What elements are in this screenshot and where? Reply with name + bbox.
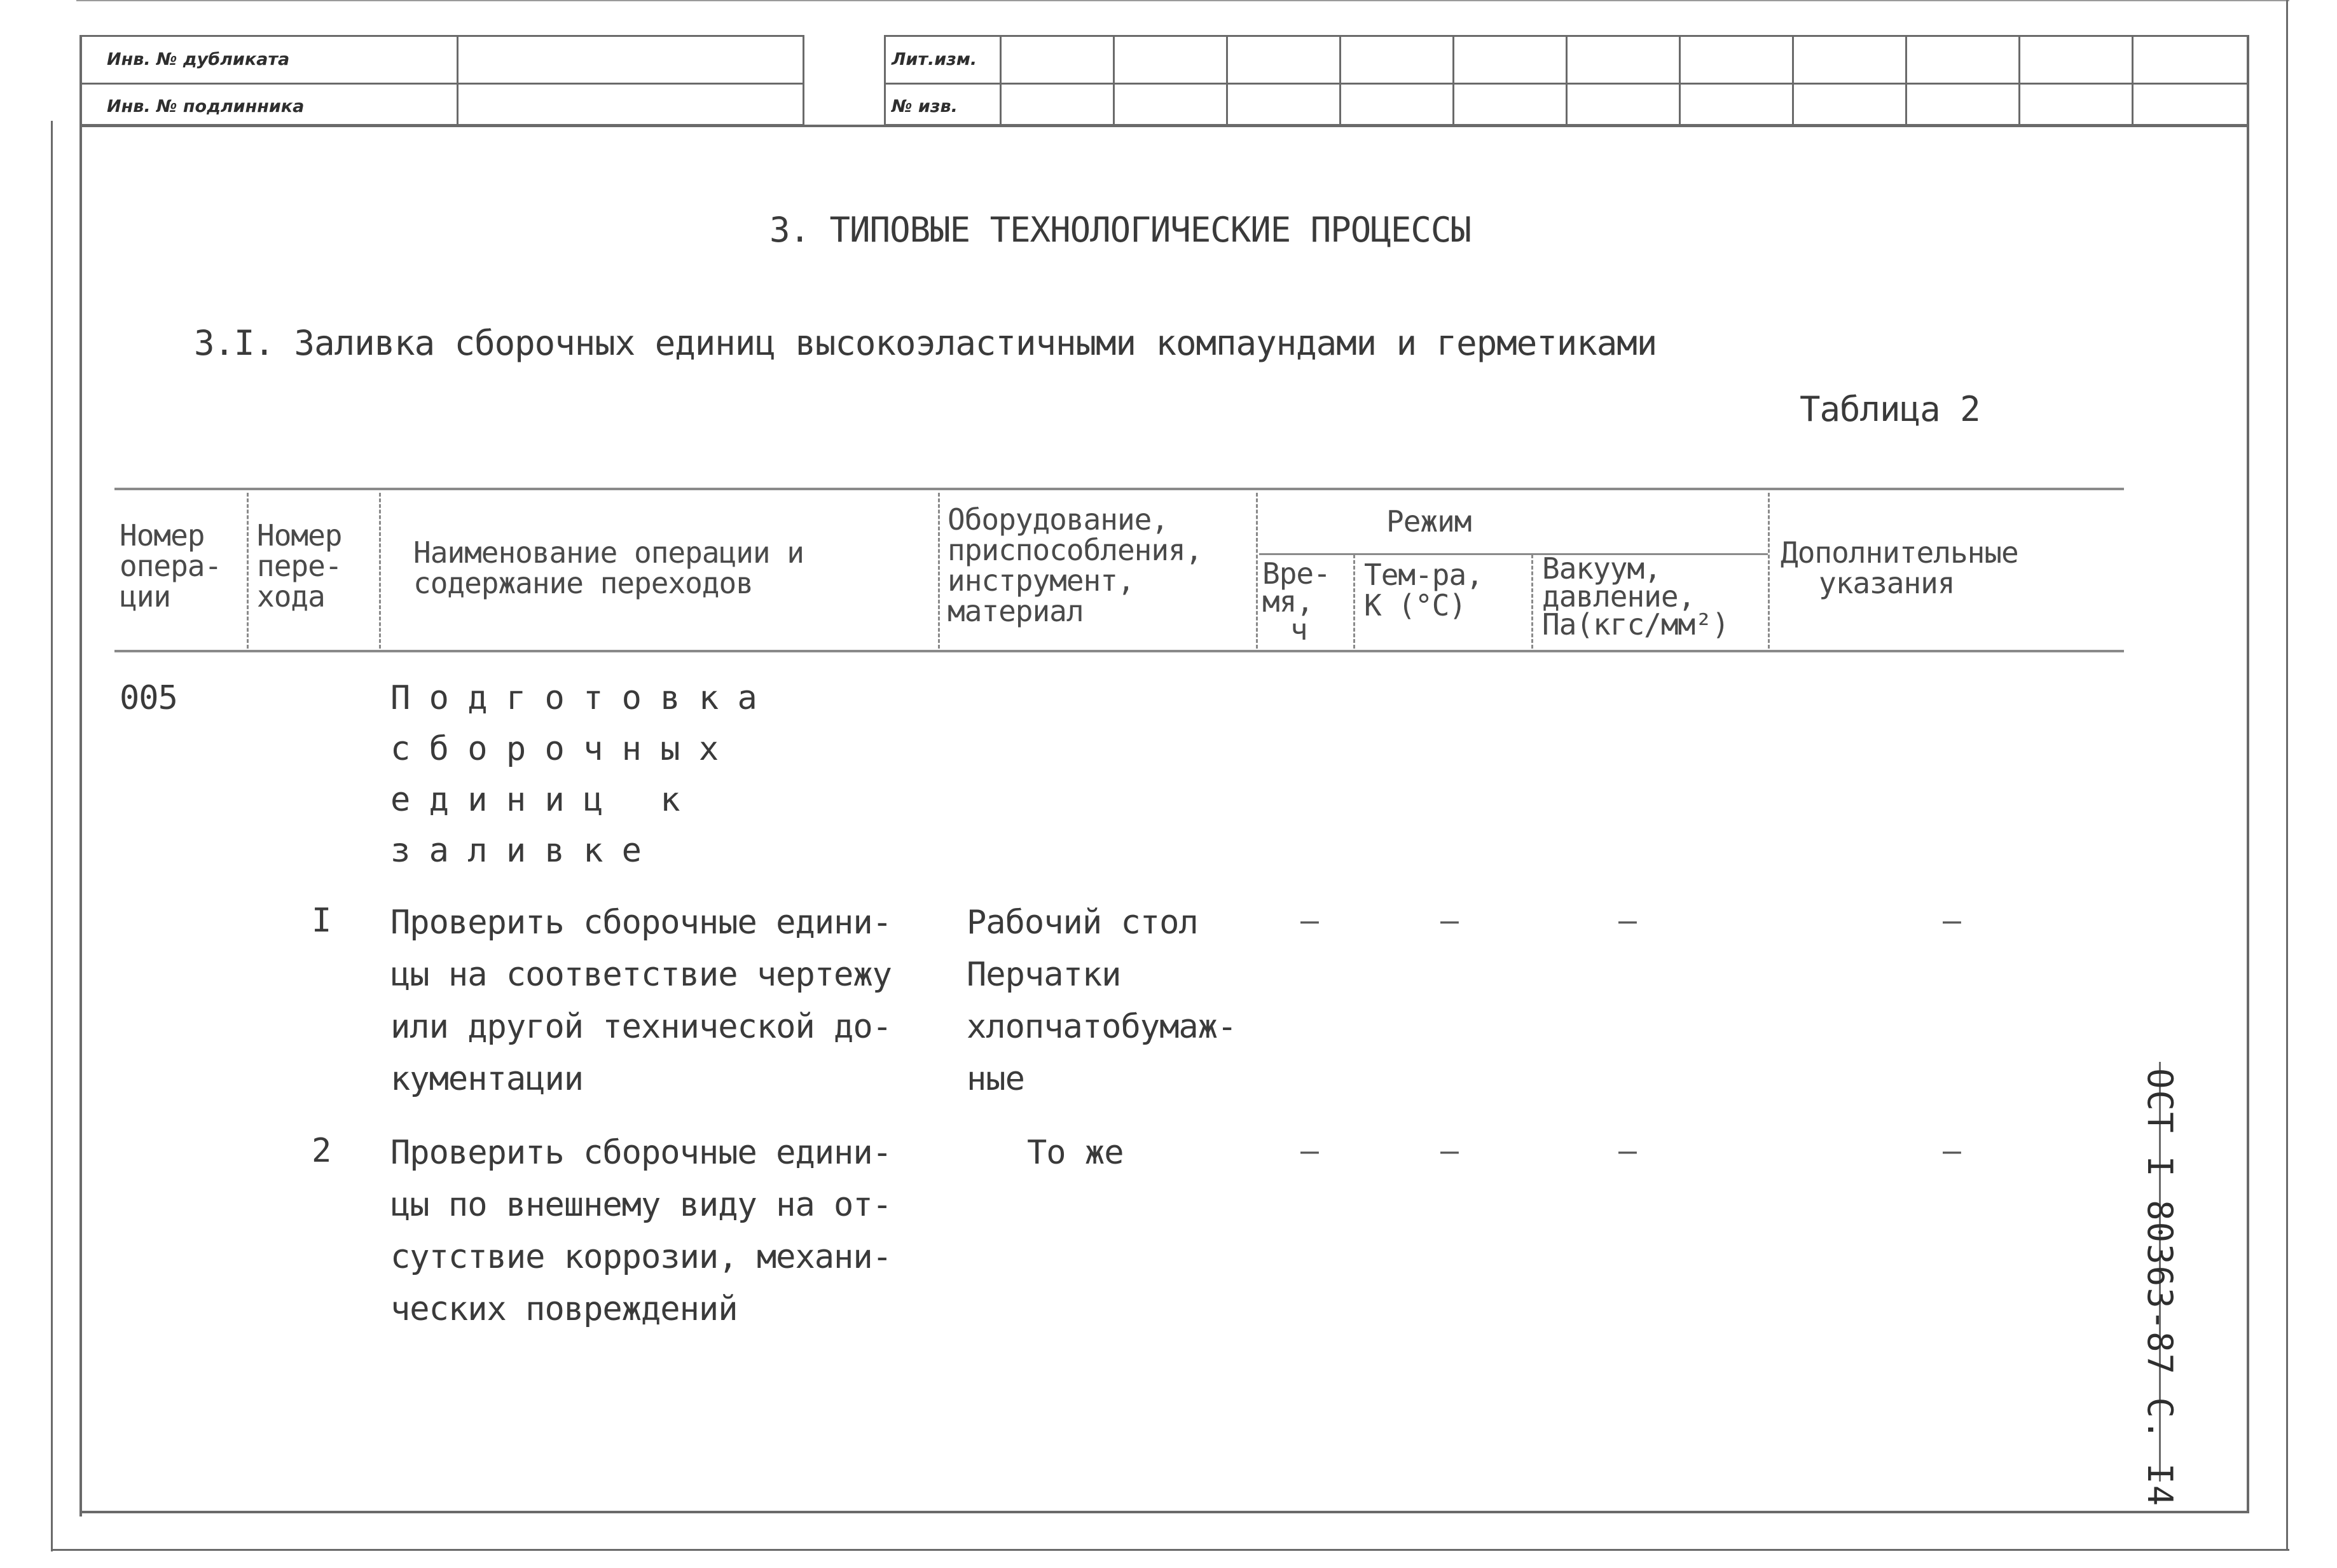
inner-frame-bottom [79,1511,2249,1513]
header-vacuum: Вакуум, давление, Па(кгс/мм²) [1542,551,1729,642]
inner-frame-left [79,35,82,1516]
step-number: 2 [312,1132,331,1170]
step-temperature: – [1440,903,1459,939]
step-time: – [1300,903,1319,939]
step-number: I [312,902,331,940]
operation-number: 005 [120,679,177,717]
section-title: 3. ТИПОВЫЕ ТЕХНОЛОГИЧЕСКИЕ ПРОЦЕССЫ [769,210,1471,250]
header-operation-number: Номер опера- ции [120,518,222,614]
step-time: – [1300,1133,1319,1169]
header-time: Вре- мя, ч [1262,556,1330,647]
step-content: Проверить сборочные едини- цы по внешнему виду на от- сутствие коррозии, механи- ческих повреждений [390,1134,892,1328]
header-temperature: Тем-ра, К (°С) [1364,558,1483,622]
step-notes: – [1943,903,1961,939]
original-inventory-label: Инв. № подлинника [107,97,305,116]
outer-frame-right [2286,0,2288,1550]
table-label: Таблица 2 [1800,389,1980,429]
subsection-title: 3.I. Заливка сборочных единиц высокоэластичными компаундами и герметиками [194,323,1657,363]
step-temperature: – [1440,1133,1459,1169]
table-top-rule [114,488,2124,490]
revision-letter-label: Лит.изм. [892,50,977,69]
header-step-number: Номер пере- хода [257,518,342,614]
notice-number-label: № изв. [892,97,958,116]
inner-frame-right [2247,35,2249,1513]
header-mode: Режим [1386,504,1472,539]
step-equipment: Рабочий стол Перчатки хлопчатобумаж- ные [967,904,1237,1098]
step-notes: – [1943,1133,1961,1169]
outer-frame-bottom [51,1549,2289,1551]
table-header-bottom-rule [114,650,2124,652]
step-content: Проверить сборочные едини- цы на соответствие чертежу или другой технической до- кументации [390,904,892,1098]
step-vacuum: – [1618,1133,1637,1169]
step-equipment: То же [1027,1134,1124,1172]
header-notes: Дополнительные указания [1781,535,2018,600]
header-operation-name: Наименование операции и содержание переходов [413,535,804,600]
header-equipment: Оборудование, приспособления, инструмент, материал [948,502,1203,628]
outer-frame-left [51,121,53,1551]
operation-title: П о д г о т о в к а с б о р о ч н ы х е д и н и ц к з а л и в к е [390,679,757,870]
document-code: ОСТ I 80363-87 С. I4 [2140,1068,2180,1508]
outer-frame-top [76,0,2289,1]
step-vacuum: – [1618,903,1637,939]
duplicate-inventory-label: Инв. № дубликата [107,50,290,69]
